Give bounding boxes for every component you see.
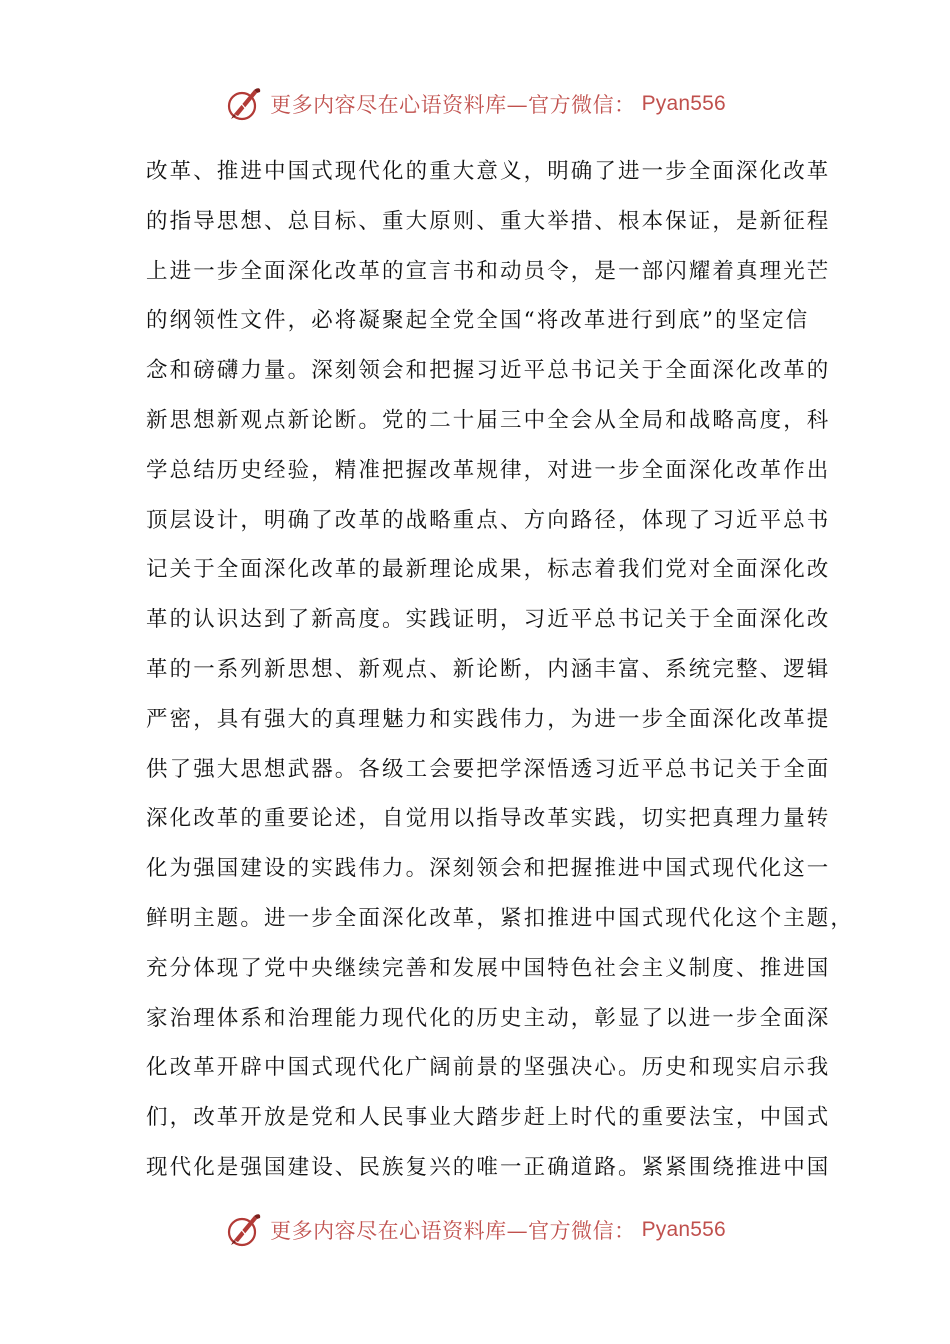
body-line: 现代化是强国建设、民族复兴的唯一正确道路。紧紧围绕推进中国 xyxy=(146,1154,831,1180)
quill-pen-logo-icon xyxy=(224,84,264,124)
body-line: 革的一系列新思想、新观点、新论断，内涵丰富、系统完整、逻辑 xyxy=(146,656,831,682)
body-line: 的纲领性文件，必将凝聚起全党全国“将改革进行到底”的坚定信 xyxy=(146,308,810,334)
footer-banner xyxy=(0,1208,950,1252)
body-line: 新思想新观点新论断。党的二十届三中全会从全局和战略高度，科 xyxy=(146,407,831,433)
body-line: 革的认识达到了新高度。实践证明，习近平总书记关于全面深化改 xyxy=(146,607,831,633)
body-line: 家治理体系和治理能力现代化的历史主动，彰显了以进一步全面深 xyxy=(146,1005,831,1031)
body-line: 上进一步全面深化改革的宣言书和动员令，是一部闪耀着真理光芒 xyxy=(146,258,831,284)
body-line: 充分体现了党中央继续完善和发展中国特色社会主义制度、推进国 xyxy=(146,955,831,981)
body-line: 改革、推进中国式现代化的重大意义，明确了进一步全面深化改革 xyxy=(146,159,831,184)
body-line: 严密，具有强大的真理魅力和实践伟力，为进一步全面深化改革提 xyxy=(146,706,831,732)
quill-pen-logo-icon xyxy=(224,1210,264,1250)
header-banner xyxy=(0,82,950,126)
body-line: 鲜明主题。进一步全面深化改革，紧扣推进中国式现代化这个主题， xyxy=(146,905,855,931)
body-line: 的指导思想、总目标、重大原则、重大举措、根本保证，是新征程 xyxy=(146,208,831,234)
footer-banner-wechat-id: Pyan556 xyxy=(641,1218,726,1241)
body-line: 化为强国建设的实践伟力。深刻领会和把握推进中国式现代化这一 xyxy=(146,856,831,882)
body-line: 们，改革开放是党和人民事业大踏步赶上时代的重要法宝，中国式 xyxy=(146,1105,831,1131)
body-line: 供了强大思想武器。各级工会要把学深悟透习近平总书记关于全面 xyxy=(146,756,831,782)
footer-banner-inner xyxy=(224,1210,726,1250)
body-line: 深化改革的重要论述，自觉用以指导改革实践，切实把真理力量转 xyxy=(146,806,831,832)
footer-banner-text: 更多内容尽在心语资料库—官方微信： xyxy=(270,1219,636,1243)
body-line: 念和磅礴力量。深刻领会和把握习近平总书记关于全面深化改革的 xyxy=(146,358,831,384)
header-banner-wechat-id: Pyan556 xyxy=(641,92,726,115)
body-line: 记关于全面深化改革的最新理论成果，标志着我们党对全面深化改 xyxy=(146,557,831,583)
body-line: 化改革开辟中国式现代化广阔前景的坚强决心。历史和现实启示我 xyxy=(146,1055,831,1081)
header-banner-inner xyxy=(224,84,726,124)
document-body xyxy=(146,147,855,1193)
header-banner-text: 更多内容尽在心语资料库—官方微信： xyxy=(270,93,636,117)
body-line: 顶层设计，明确了改革的战略重点、方向路径，体现了习近平总书 xyxy=(146,507,831,533)
body-line: 学总结历史经验，精准把握改革规律，对进一步全面深化改革作出 xyxy=(146,457,831,483)
